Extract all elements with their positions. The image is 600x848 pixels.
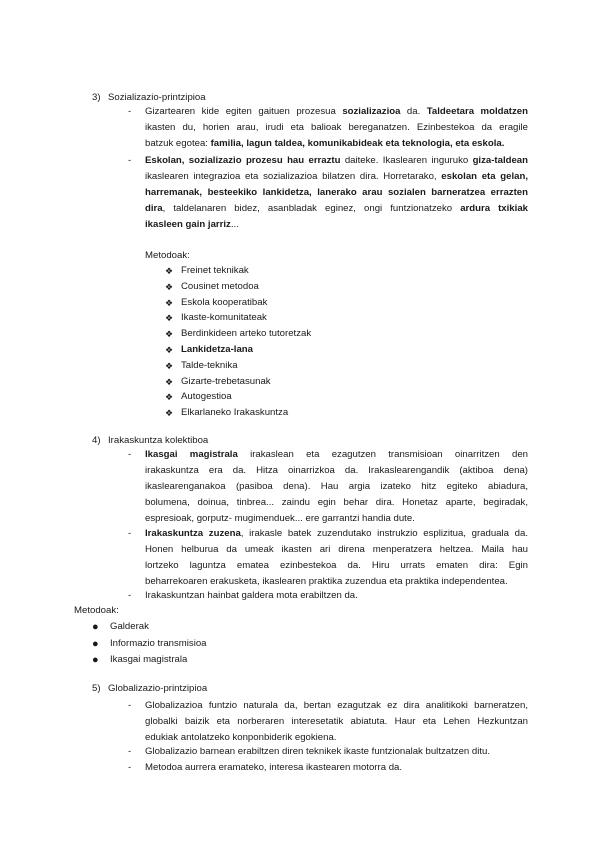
bold-text: Irakaskuntza zuzena bbox=[145, 528, 241, 539]
method-item: Freinet teknikak bbox=[181, 265, 249, 276]
method-item: Elkarlaneko Irakaskuntza bbox=[181, 407, 289, 418]
method-item: Eskola kooperatibak bbox=[181, 297, 268, 308]
method-item: Gizarte-trebetasunak bbox=[181, 376, 271, 387]
bold-text: ardura txikiak bbox=[460, 203, 528, 214]
paragraph-line: ikasleen gain jarriz... bbox=[145, 219, 239, 230]
bold-text: eskolan eta gelan, bbox=[441, 171, 528, 182]
paragraph-line: globalki baizik eta norberaren interesetatik abiatuta. Haur eta Lehen Hezkuntzan bbox=[145, 716, 528, 727]
disc-bullet-icon: ● bbox=[92, 654, 99, 666]
diamond-bullet-icon: ❖ bbox=[165, 377, 174, 387]
diamond-bullet-icon: ❖ bbox=[165, 313, 174, 323]
bold-text: dira bbox=[145, 203, 163, 214]
paragraph-line: beharrekoaren erakusketa, ikaslearen praktika zuzendua eta praktika independentea. bbox=[145, 576, 508, 587]
paragraph-line: irakaskuntza era da. Hitza oinarrizkoa da. Irakaslearengandik (aktiboa dena) bbox=[145, 465, 528, 476]
method-item: Ikasgai magistrala bbox=[110, 654, 188, 665]
paragraph-line: lortzeko laguntza ematea ezinbestekoa da. Hiru urrats ematen dira: Egin bbox=[145, 560, 528, 571]
dash-bullet: - bbox=[128, 106, 132, 117]
section-number: 4) bbox=[92, 435, 101, 446]
paragraph-line: Gizartearen kide egiten gaituen prozesua sozializazioa da. Taldeetara moldatzen bbox=[145, 106, 528, 117]
paragraph-line: Globalizazioa funtzio naturala da, bertan ezagutzak ez dira analitikoki barneratzen, bbox=[145, 700, 528, 711]
paragraph-line: Irakaskuntza zuzena, irakasle batek zuzendutako instrukzio esplizitua, graduala da. bbox=[145, 528, 528, 539]
methods-label: Metodoak: bbox=[145, 250, 190, 261]
disc-bullet-icon: ● bbox=[92, 638, 99, 650]
paragraph-line: espresioak, gorputz- mugimenduek... ere garrantzi handia dute. bbox=[145, 513, 415, 524]
paragraph-line: ikaslearenganakoa (pasiboa dena). Hau argia izateko hitz egiteko abiadura, bbox=[145, 481, 528, 492]
section-number: 5) bbox=[92, 683, 101, 694]
paragraph-line: Eskolan, sozializazio prozesu hau erraztu daiteke. Ikaslearen inguruko giza-taldean bbox=[145, 155, 529, 166]
method-item: Galderak bbox=[110, 621, 149, 632]
bold-text: Eskolan, sozializazio prozesu hau erraztu bbox=[145, 155, 341, 166]
section-4-heading bbox=[92, 434, 209, 448]
bold-text: harremanak, besteekiko lankidetza, lanerako arau sozialen barneratzea errazten bbox=[145, 187, 528, 198]
paragraph-line: Ikasgai magistrala irakaslean eta ezagutzen transmisioan oinarritzen den bbox=[145, 449, 528, 460]
diamond-bullet-icon: ❖ bbox=[165, 408, 174, 418]
bold-text: Ikasgai magistrala bbox=[145, 449, 238, 460]
diamond-bullet-icon: ❖ bbox=[165, 298, 174, 308]
diamond-bullet-icon: ❖ bbox=[165, 361, 174, 371]
section-title: Sozializazio-printzipioa bbox=[108, 92, 206, 103]
paragraph-line: ikasten du, horien arau, irudi eta balioak bereganatzen. Ezinbestekoa da eragile bbox=[145, 122, 528, 133]
dash-bullet: - bbox=[128, 528, 132, 539]
diamond-bullet-icon: ❖ bbox=[165, 392, 174, 402]
method-item: Autogestioa bbox=[181, 391, 232, 402]
diamond-bullet-icon: ❖ bbox=[165, 266, 174, 276]
dash-bullet: - bbox=[128, 155, 132, 166]
bold-text: Taldeetara moldatzen bbox=[426, 106, 528, 117]
method-item: Berdinkideen arteko tutoretzak bbox=[181, 328, 312, 339]
dash-bullet: - bbox=[128, 590, 132, 601]
method-item: Talde-teknika bbox=[181, 360, 238, 371]
method-item: Cousinet metodoa bbox=[181, 281, 259, 292]
bold-text: ikasleen gain jarriz bbox=[145, 219, 231, 230]
paragraph-line: Globalizazio barnean erabiltzen diren teknikek ikaste funtzionalak bultzatzen ditu. bbox=[145, 746, 491, 757]
method-item: Informazio transmisioa bbox=[110, 638, 207, 649]
paragraph-line: Irakaskuntzan hainbat galdera mota erabiltzen da. bbox=[145, 590, 358, 601]
dash-bullet: - bbox=[128, 700, 132, 711]
diamond-bullet-icon: ❖ bbox=[165, 329, 174, 339]
dash-bullet: - bbox=[128, 449, 132, 460]
paragraph-line bbox=[145, 186, 528, 200]
section-title: Irakaskuntza kolektiboa bbox=[108, 435, 209, 446]
method-item: Ikaste-komunitateak bbox=[181, 312, 267, 323]
bold-text: sozializazioa bbox=[342, 106, 401, 117]
dash-bullet: - bbox=[128, 762, 132, 773]
section-title: Globalizazio-printzipioa bbox=[108, 683, 208, 694]
bold-text: giza-taldean bbox=[472, 155, 529, 166]
diamond-bullet-icon: ❖ bbox=[165, 282, 174, 292]
paragraph-line: batzuk egotea: familia, lagun taldea, komunikabideak eta teknologia, eta eskola. bbox=[145, 138, 505, 149]
dash-bullet: - bbox=[128, 746, 132, 757]
paragraph-line: dira, taldelanaren bidez, asanbladak eginez, ongi funtzionatzeko ardura txikiak bbox=[145, 203, 528, 214]
section-5-heading bbox=[92, 682, 208, 696]
paragraph-line: bolumena, doinua, tinbrea... zaindu egin behar dira. Honetaz aparte, begiradak, bbox=[145, 497, 528, 508]
diamond-bullet-icon: ❖ bbox=[165, 345, 174, 355]
section-3-heading bbox=[92, 91, 206, 105]
paragraph-line: Honen helburua da umeak ikasten ari direna menperatzera heltzea. Maila hau bbox=[145, 544, 528, 555]
bold-text: familia, lagun taldea, komunikabideak eta teknologia, eta eskola. bbox=[210, 138, 505, 149]
method-item: Lankidetza-lana bbox=[181, 344, 253, 355]
paragraph-line: edukiak antolatzeko konponbiderik egokiena. bbox=[145, 732, 337, 743]
section-number: 3) bbox=[92, 92, 101, 103]
disc-bullet-icon: ● bbox=[92, 621, 99, 633]
methods-label: Metodoak: bbox=[74, 605, 119, 616]
paragraph-line: ikaslearen integrazioa eta sozializazioa bilatzen dira. Horretarako, eskolan eta gelan, bbox=[145, 171, 528, 182]
paragraph-line: Metodoa aurrera eramateko, interesa ikastearen motorra da. bbox=[145, 762, 403, 773]
